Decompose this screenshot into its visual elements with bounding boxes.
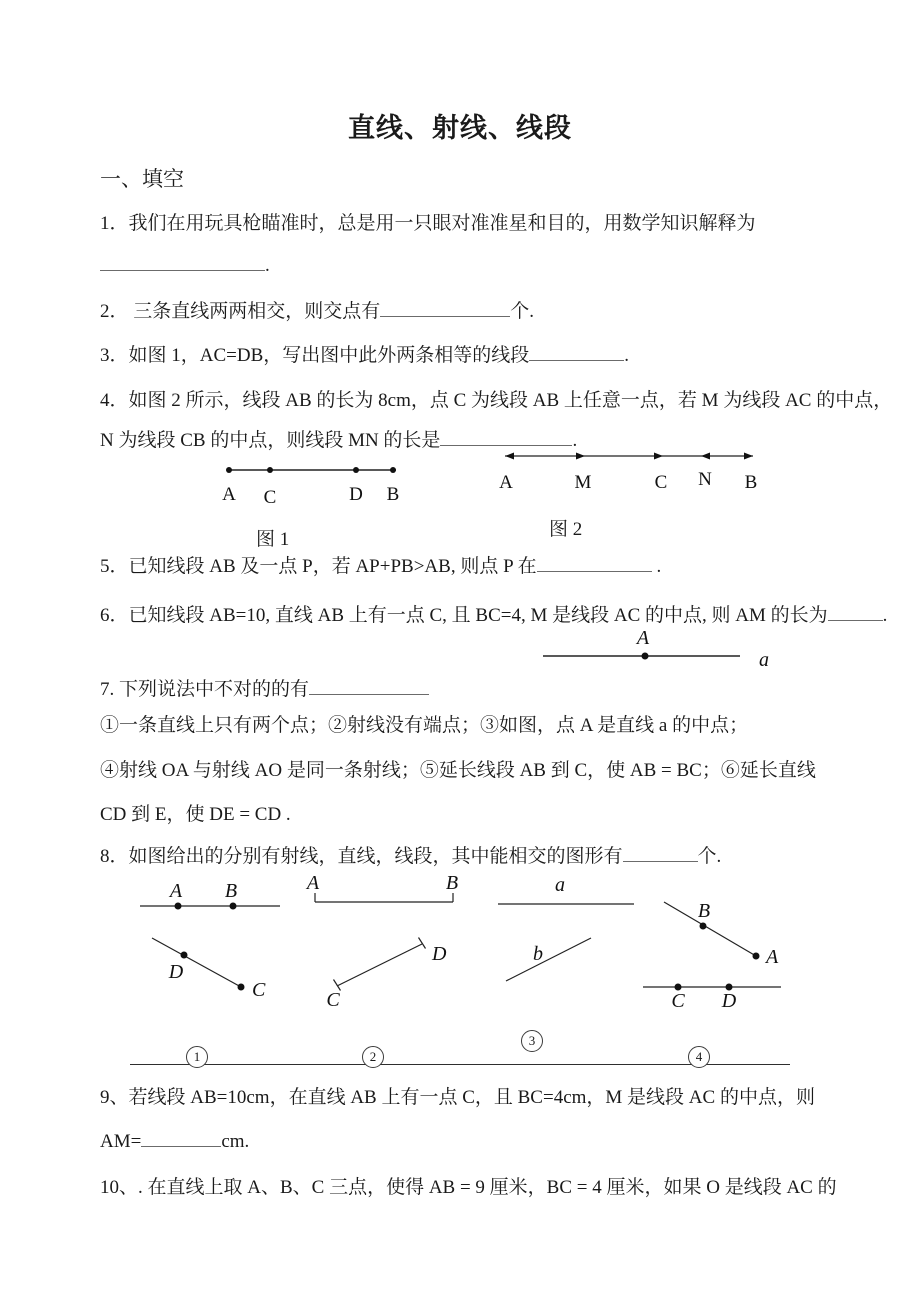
figure-index-3: 3 — [521, 1030, 543, 1052]
figure-index-1: 1 — [186, 1046, 208, 1068]
question-7-items-line3: CD 到 E，使 DE = CD . — [100, 804, 291, 825]
arrow-mark-A — [505, 453, 514, 460]
label-M: M — [574, 472, 592, 493]
question-3-line — [100, 340, 629, 367]
answer-blank — [529, 340, 624, 361]
label-D: D — [349, 484, 363, 505]
label-A: A — [636, 627, 650, 649]
fig2-label-D: D — [432, 943, 447, 965]
question-2-text: 2． 三条直线两两相交，则交点有 — [100, 301, 381, 322]
fig4-label-A: A — [766, 946, 779, 968]
label-C: C — [263, 487, 277, 508]
label-a: a — [759, 649, 769, 671]
arrow-mark-C — [654, 453, 663, 460]
question-9-text-line2: AM= — [100, 1130, 142, 1152]
answer-blank — [828, 600, 883, 621]
fig4-label-D: D — [721, 990, 737, 1012]
question-5-text: 5．已知线段 AB 及一点 P，若 AP+PB>AB, 则点 P 在 — [100, 556, 537, 577]
question-4-text-line2: N 为线段 CB 的中点，则线段 MN 的长是 — [100, 430, 441, 451]
question-2-line — [100, 296, 534, 323]
fig1-point-C — [238, 984, 245, 991]
label-B: B — [744, 472, 758, 493]
question-3-text: 3．如图 1，AC=DB，写出图中此外两条相等的线段 — [100, 345, 530, 366]
point-B — [390, 467, 396, 473]
figure-index-2: 2 — [362, 1046, 384, 1068]
figure-2-diagram — [493, 436, 773, 496]
arrow-mark-B — [744, 453, 753, 460]
question-1-text: 1．我们在用玩具枪瞄准时，总是用一只眼对准准星和目的，用数学知识解释为 — [100, 213, 756, 234]
question-7-text: 7. 下列说法中不对的的有 — [100, 679, 310, 700]
question-9-text-line1: 9、若线段 AB=10cm，在直线 AB 上有一点 C，且 BC=4cm，M 是线段 AC 的中点，则 — [100, 1087, 815, 1108]
fig1-label-D: D — [168, 961, 184, 983]
question-7-items-line2: ④射线 OA 与射线 AO 是同一条射线；⑤延长线段 AB 到 C，使 AB = BC；⑥延长直线 — [100, 760, 816, 781]
question-2-suffix: 个. — [510, 301, 535, 322]
question-5-suffix: . — [656, 556, 662, 577]
question-10-text: 10、. 在直线上取 A、B、C 三点，使得 AB = 9 厘米，BC = 4 厘米，如果 O 是线段 AC 的 — [100, 1177, 837, 1198]
answer-blank — [100, 250, 265, 271]
question-9-line2 — [100, 1126, 249, 1153]
fig4-label-B: B — [697, 900, 711, 922]
question-7-line — [100, 674, 429, 701]
answer-blank — [309, 674, 429, 695]
question-5-line — [100, 551, 661, 578]
arrow-mark-M — [576, 453, 585, 460]
fig2-label-C: C — [326, 989, 340, 1011]
fig2-tick-D — [419, 938, 426, 949]
fig1-label-C: C — [252, 979, 266, 1001]
figure-index-4: 4 — [688, 1046, 710, 1068]
label-N: N — [698, 469, 712, 490]
question-8-text: 8．如图给出的分别有射线，直线，线段，其中能相交的图形有 — [100, 846, 623, 867]
question-9-suffix: cm. — [221, 1130, 250, 1152]
label-C2: C — [654, 472, 668, 493]
fig1-point-B — [230, 903, 237, 910]
fig4-label-C: C — [671, 990, 685, 1012]
fig1-point-D — [181, 952, 188, 959]
point-A — [226, 467, 232, 473]
answer-blank — [380, 296, 510, 317]
question-6-text: 6．已知线段 AB=10, 直线 AB 上有一点 C, 且 BC=4, M 是线段 AC 的中点, 则 AM 的长为 — [100, 605, 828, 626]
question-6-line — [100, 600, 887, 627]
point-A — [642, 653, 649, 660]
question-6-suffix: . — [882, 605, 888, 626]
page-title: 直线、射线、线段 — [348, 113, 572, 143]
question-4-suffix: . — [572, 430, 578, 451]
fig2-segment-CD — [337, 944, 422, 986]
fig4-point-B — [700, 923, 707, 930]
section-heading: 一、填空 — [100, 167, 184, 191]
fig1-label-A: A — [169, 880, 183, 902]
fig2-label-B: B — [445, 872, 459, 894]
question-1-suffix: . — [265, 254, 270, 276]
fig1-point-A — [175, 903, 182, 910]
point-C — [267, 467, 273, 473]
question-4-text-line1: 4．如图 2 所示，线段 AB 的长为 8cm，点 C 为线段 AB 上任意一点，若 M 为线段 AC 的中点， — [100, 390, 893, 411]
fig1-label-B: B — [224, 880, 238, 902]
question-8-suffix: 个. — [697, 846, 722, 867]
fig2-label-A: A — [306, 872, 320, 894]
fig4-point-A — [753, 953, 760, 960]
point-D — [353, 467, 359, 473]
label-B: B — [386, 484, 400, 505]
question-3-suffix: . — [624, 345, 630, 366]
figure-1-diagram — [213, 452, 413, 510]
question-8-figures — [100, 868, 800, 1028]
answer-blank — [623, 841, 698, 862]
figure-1-caption: 图 1 — [256, 529, 290, 550]
question-1-blank-line — [100, 250, 270, 277]
line-a-diagram — [533, 626, 783, 674]
label-A: A — [499, 472, 513, 493]
answer-blank — [141, 1126, 221, 1147]
fig3-label-a: a — [555, 874, 565, 896]
label-A: A — [222, 484, 236, 505]
fig1-ray-DC — [152, 938, 241, 987]
answer-blank — [537, 551, 652, 572]
fig3-line-b — [506, 938, 591, 981]
figure-2-caption: 图 2 — [549, 519, 583, 540]
question-8-line — [100, 841, 721, 868]
question-7-items-line1: ①一条直线上只有两个点；②射线没有端点；③如图，点 A 是直线 a 的中点； — [100, 715, 749, 736]
arrow-mark-N — [701, 453, 710, 460]
fig3-label-b: b — [533, 943, 543, 965]
